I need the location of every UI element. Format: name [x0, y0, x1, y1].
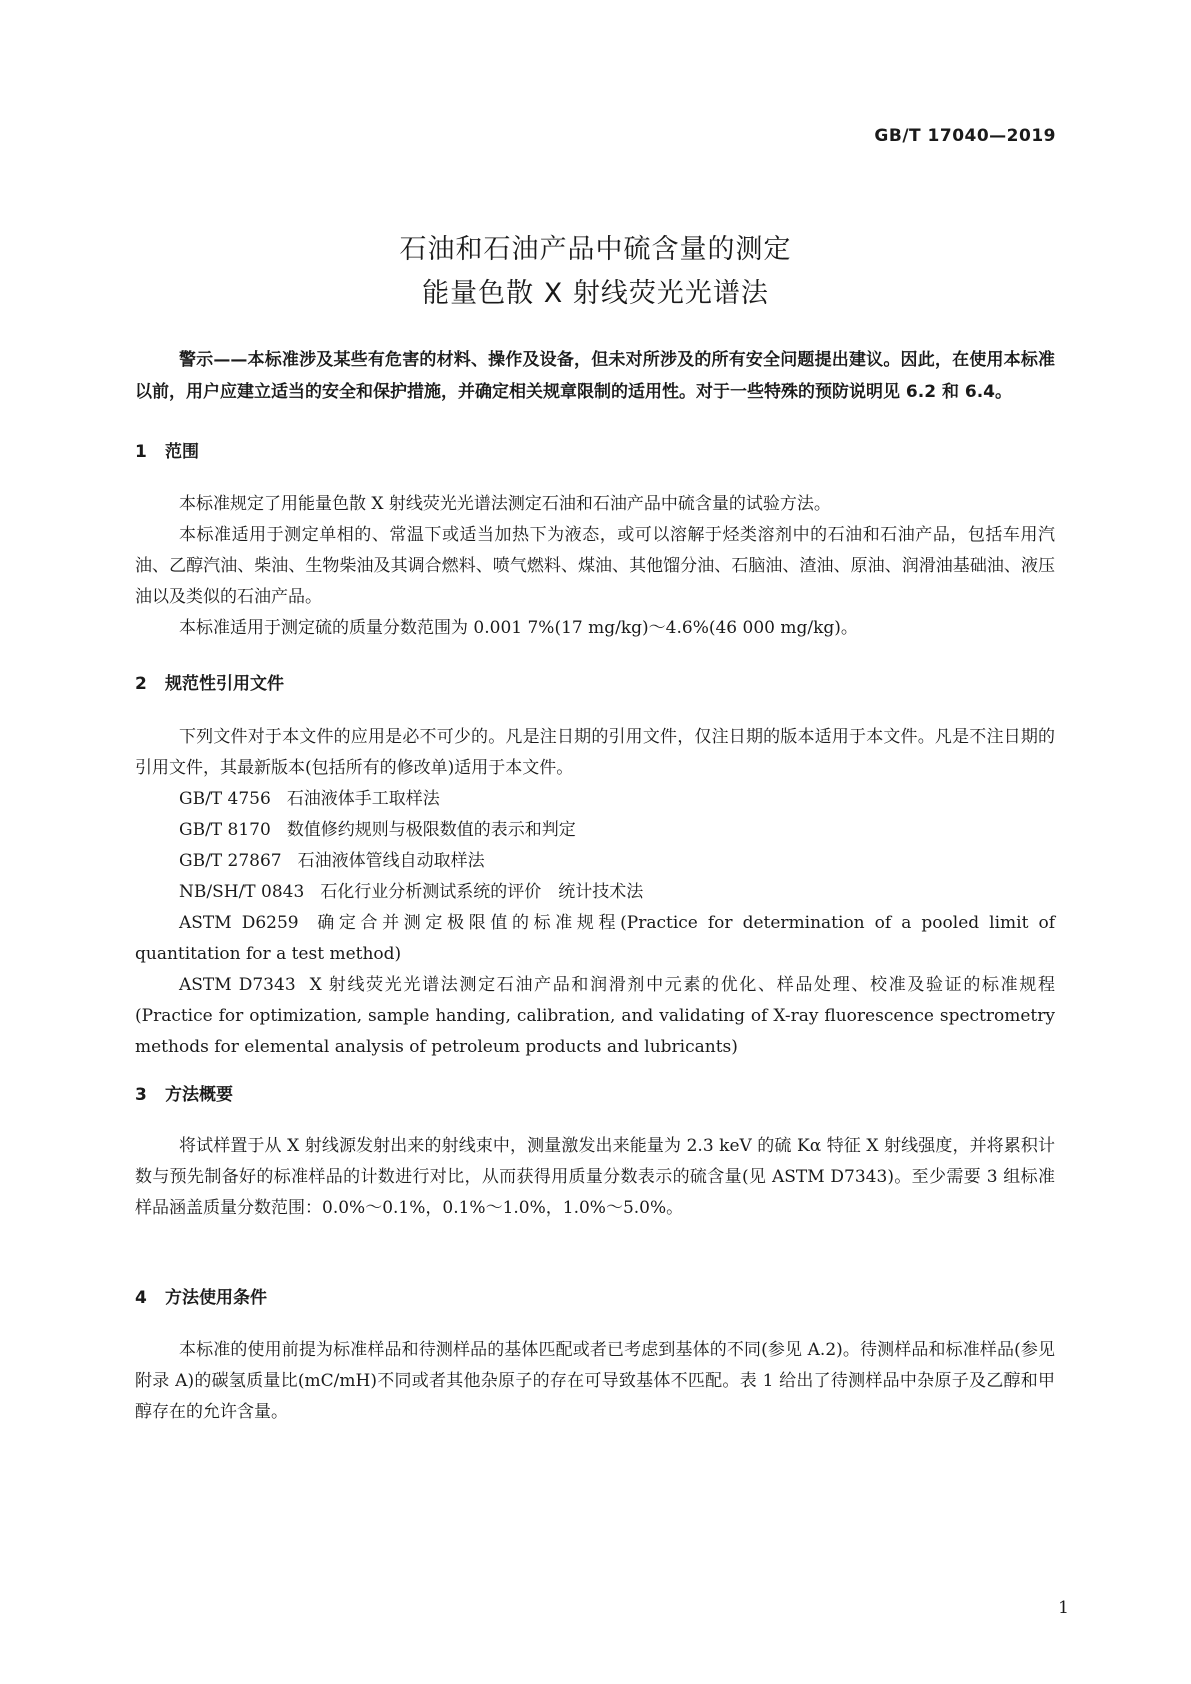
section-3-number: 3	[135, 1085, 147, 1105]
section-1-body	[135, 489, 1055, 644]
reference-code: GB/T 27867	[179, 851, 282, 871]
title-line-2: 能量色散 X 射线荧光光谱法	[422, 278, 769, 309]
section-1-paragraph: 本标准规定了用能量色散 X 射线荧光光谱法测定石油和石油产品中硫含量的试验方法。	[179, 494, 831, 514]
section-2-title: 规范性引用文件	[165, 674, 284, 694]
reference-item	[135, 970, 1055, 1063]
reference-title: 确定合并测定极限值的标准规程(Practice for determination of a pooled limit of quantitation for a test method)	[135, 913, 1056, 964]
reference-title: 数值修约规则与极限数值的表示和判定	[286, 820, 576, 840]
reference-item	[135, 784, 1055, 815]
section-1-title: 范围	[165, 442, 199, 462]
reference-code: GB/T 8170	[179, 820, 271, 840]
document-title	[0, 228, 1191, 316]
section-4-number: 4	[135, 1288, 147, 1308]
section-3-body	[135, 1131, 1055, 1224]
section-2-body	[135, 722, 1055, 1063]
reference-item	[135, 846, 1055, 877]
reference-title: 石油液体手工取样法	[286, 789, 440, 809]
title-line-1: 石油和石油产品中硫含量的测定	[399, 234, 792, 265]
reference-title: 石油液体管线自动取样法	[297, 851, 485, 871]
section-1-heading	[135, 437, 199, 462]
section-2-heading	[135, 669, 284, 694]
section-2-intro: 下列文件对于本文件的应用是必不可少的。凡是注日期的引用文件，仅注日期的版本适用于本文件。凡是不注日期的引用文件，其最新版本(包括所有的修改单)适用于本文件。	[135, 727, 1055, 778]
section-1-number: 1	[135, 442, 147, 462]
page-number: 1	[1058, 1598, 1069, 1618]
section-4-heading	[135, 1283, 267, 1308]
section-3-title: 方法概要	[165, 1085, 233, 1105]
section-3-heading	[135, 1080, 233, 1105]
warning-paragraph: 警示——本标准涉及某些有危害的材料、操作及设备，但未对所涉及的所有安全问题提出建议。因此，在使用本标准以前，用户应建立适当的安全和保护措施，并确定相关规章限制的适用性。对于一些特殊的预防说明见 6.2 和 6.4。	[135, 350, 1055, 402]
reference-title: X 射线荧光光谱法测定石油产品和润滑剂中元素的优化、样品处理、校准及验证的标准规程(Practice for optimization, sample handing, calibration, and validating of X-ray fluorescence spectrometry methods for elemental analysis of petroleum products and lubricants)	[135, 975, 1055, 1057]
reference-code: ASTM D6259	[179, 913, 299, 933]
section-4-paragraph: 本标准的使用前提为标准样品和待测样品的基体匹配或者已考虑到基体的不同(参见 A.2)。待测样品和标准样品(参见附录 A)的碳氢质量比(mC/mH)不同或者其他杂原子的存在可导致基体不匹配。表 1 给出了待测样品中杂原子及乙醇和甲醇存在的允许含量。	[135, 1340, 1055, 1422]
section-4-body	[135, 1335, 1055, 1428]
reference-item	[135, 815, 1055, 846]
reference-code: NB/SH/T 0843	[179, 882, 305, 902]
section-1-paragraph: 本标准适用于测定单相的、常温下或适当加热下为液态，或可以溶解于烃类溶剂中的石油和石油产品，包括车用汽油、乙醇汽油、柴油、生物柴油及其调合燃料、喷气燃料、煤油、其他馏分油、石脑油、渣油、原油、润滑油基础油、液压油以及类似的石油产品。	[135, 525, 1055, 607]
reference-code: ASTM D7343	[179, 975, 296, 995]
section-2-number: 2	[135, 674, 147, 694]
section-4-title: 方法使用条件	[165, 1288, 267, 1308]
section-1-paragraph: 本标准适用于测定硫的质量分数范围为 0.001 7%(17 mg/kg)～4.6%(46 000 mg/kg)。	[179, 618, 858, 638]
section-3-paragraph: 将试样置于从 X 射线源发射出来的射线束中，测量激发出来能量为 2.3 keV 的硫 Kα 特征 X 射线强度，并将累积计数与预先制备好的标准样品的计数进行对比，从而获得用质量分数表示的硫含量(见 ASTM D7343)。至少需要 3 组标准样品涵盖质量分数范围：0.0%～0.1%，0.1%～1.0%，1.0%～5.0%。	[135, 1136, 1055, 1218]
standard-code: GB/T 17040—2019	[874, 126, 1056, 146]
reference-item	[135, 877, 1055, 908]
reference-title: 石化行业分析测试系统的评价 统计技术法	[320, 882, 644, 902]
reference-code: GB/T 4756	[179, 789, 271, 809]
reference-item	[135, 908, 1055, 970]
